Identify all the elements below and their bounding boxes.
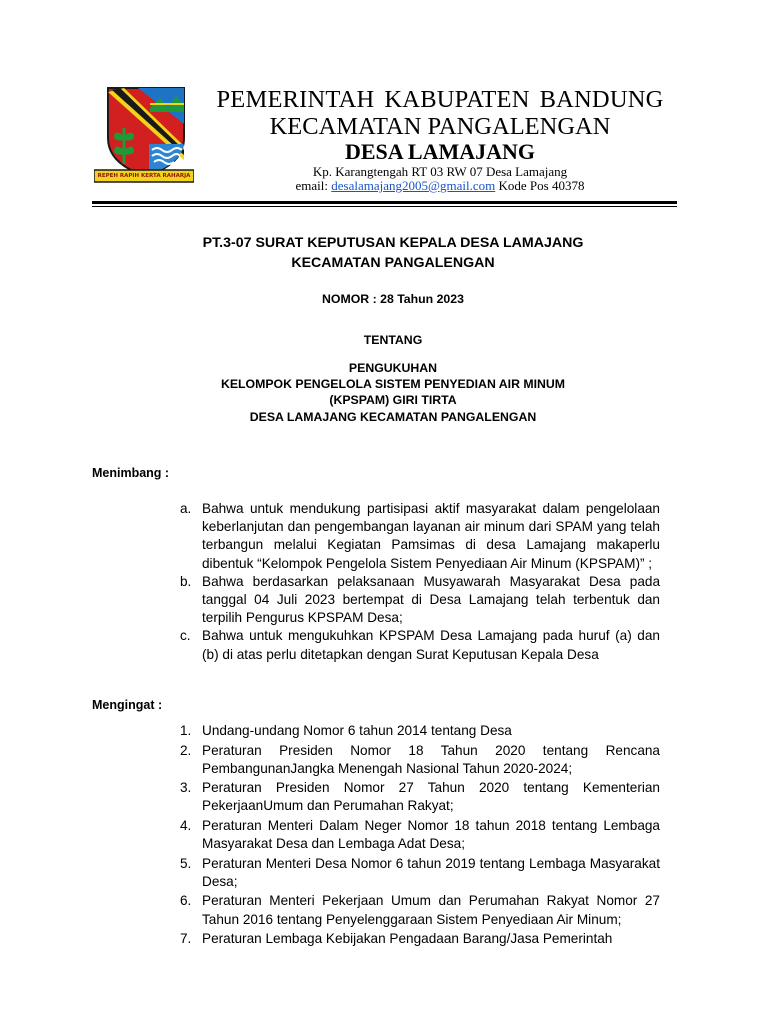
- list-text: Peraturan Menteri Pekerjaan Umum dan Perumahan Rakyat Nomor 27 Tahun 2016 tentang Penyelenggaraan Sistem Penyediaan Air Minum;: [202, 893, 660, 927]
- list-marker: 2.: [180, 742, 192, 758]
- letterhead-village-name: DESA LAMAJANG: [344, 139, 536, 164]
- list-text: Bahwa untuk mendukung partisipasi aktif masyarakat dalam pengelolaan keberlanjutan dan pengembangan layanan air minum dari SPAM yang telah terbangun melalui Kegiatan Pamsimas di desa Lamajang makaperlu dibentuk “Kelompok Pengelola Sistem Penyediaan Air Minum (KPSPAM)” ;: [202, 501, 660, 571]
- list-text: Peraturan Presiden Nomor 27 Tahun 2020 tentang Kementerian PekerjaanUmum dan Perumahan Rakyat;: [202, 780, 660, 814]
- postal-code: Kode Pos 40378: [498, 178, 585, 193]
- list-item: [176, 817, 660, 853]
- email-link[interactable]: desalamajang2005@gmail.com: [331, 178, 496, 193]
- letterhead-word-3: BANDUNG: [539, 86, 664, 113]
- list-marker: 5.: [180, 855, 192, 871]
- decree-title-line-2: KECAMATAN PANGALENGAN: [291, 255, 495, 271]
- list-item: [176, 627, 660, 663]
- list-item: [176, 855, 660, 891]
- email-label: email:: [295, 178, 329, 193]
- list-item: [176, 573, 660, 628]
- list-text: Peraturan Presiden Nomor 18 Tahun 2020 tentang Rencana PembangunanJangka Menengah Nasional Tahun 2020-2024;: [202, 742, 660, 776]
- logo-motto: REPEH RAPIH KERTA RAHARJA: [97, 173, 191, 179]
- letterhead-word-2: KABUPATEN: [384, 86, 530, 113]
- menimbang-list: [176, 500, 660, 664]
- letterhead-divider-thin: [92, 206, 677, 207]
- letterhead-address: Kp. Karangtengah RT 03 RW 07 Desa Lamajang: [312, 164, 568, 179]
- decree-tentang: TENTANG: [363, 333, 423, 347]
- list-marker: a.: [180, 501, 192, 516]
- list-item: [176, 742, 660, 778]
- decree-subject-line-4: DESA LAMAJANG KECAMATAN PANGALENGAN: [249, 410, 537, 424]
- letterhead-line-2: KECAMATAN PANGALENGAN: [269, 113, 611, 140]
- list-marker: 3.: [180, 780, 192, 796]
- list-text: Undang-undang Nomor 6 tahun 2014 tentang Desa: [202, 723, 512, 738]
- list-text: Peraturan Lembaga Kebijakan Pengadaan Barang/Jasa Pemerintah: [202, 931, 613, 947]
- decree-subject-line-3: (KPSPAM) GIRI TIRTA: [329, 393, 457, 407]
- list-item: [176, 722, 660, 740]
- letterhead-word-1: PEMERINTAH: [216, 86, 375, 113]
- decree-title-line-1: PT.3-07 SURAT KEPUTUSAN KEPALA DESA LAMAJANG: [202, 235, 584, 251]
- letterhead-contact: [190, 178, 690, 194]
- letterhead-line-1: [190, 86, 690, 114]
- list-text: Peraturan Menteri Desa Nomor 6 tahun 2019 tentang Lembaga Masyarakat Desa;: [202, 855, 660, 889]
- list-item: [176, 930, 660, 948]
- mengingat-list: [176, 722, 660, 950]
- list-item: [176, 779, 660, 815]
- letterhead-divider-thick: [92, 201, 677, 204]
- decree-number: NOMOR : 28 Tahun 2023: [322, 292, 464, 306]
- list-marker: c.: [180, 628, 191, 644]
- list-marker: 6.: [180, 893, 192, 909]
- list-marker: b.: [180, 573, 192, 589]
- list-text: Bahwa berdasarkan pelaksanaan Musyawarah Masyarakat Desa pada tanggal 04 Juli 2023 bertempat di Desa Lamajang telah terbentuk dan terpilih Pengurus KPSPAM Desa;: [202, 573, 660, 626]
- list-text: Bahwa untuk mengukuhkan KPSPAM Desa Lamajang pada huruf (a) dan (b) di atas perlu ditetapkan dengan Surat Keputusan Kepala Desa: [202, 628, 660, 662]
- menimbang-heading: Menimbang :: [92, 466, 170, 480]
- list-text: Peraturan Menteri Dalam Neger Nomor 18 tahun 2018 tentang Lembaga Masyarakat Desa dan Lembaga Adat Desa;: [202, 817, 660, 852]
- mengingat-heading: Mengingat :: [92, 698, 163, 712]
- decree-subject-line-2: KELOMPOK PENGELOLA SISTEM PENYEDIAN AIR MINUM: [220, 377, 566, 391]
- decree-subject-line-1: PENGUKUHAN: [348, 361, 438, 375]
- list-item: [176, 500, 660, 573]
- list-item: [176, 892, 660, 928]
- list-marker: 4.: [180, 817, 192, 833]
- list-marker: 7.: [180, 931, 192, 947]
- list-marker: 1.: [180, 723, 192, 738]
- kabupaten-bandung-logo: [94, 84, 194, 184]
